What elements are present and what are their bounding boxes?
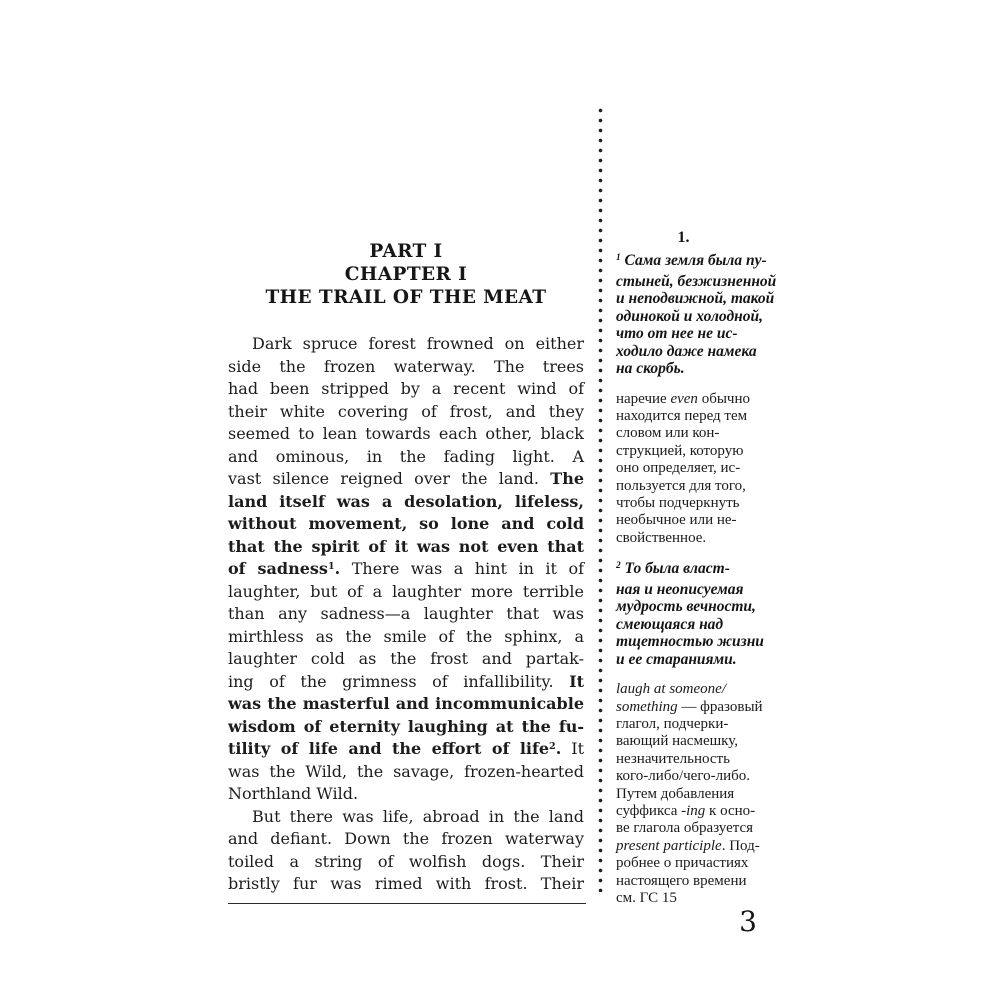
text-segment: ве глагола образуется: [616, 820, 754, 837]
annotation-line: [616, 681, 794, 698]
chapter-heading-line: THE TRAIL OF THE MEAT: [265, 287, 547, 308]
text-segment: present participle: [616, 837, 722, 854]
text-segment: незначительность: [616, 750, 730, 767]
text-line: [228, 558, 584, 581]
text-segment: that the spirit of it was not even that: [228, 536, 584, 556]
text-segment: необычное или не-: [616, 512, 737, 529]
text-segment: То была власт-: [620, 560, 730, 578]
text-segment: something: [616, 698, 678, 715]
text-line: [228, 761, 584, 784]
text-segment: струкцией, которую: [616, 442, 744, 459]
text-segment: пользуется для того,: [616, 477, 746, 494]
text-segment: .: [555, 739, 562, 758]
annotation-line: [616, 716, 794, 733]
text-segment: находится перед тем: [616, 407, 748, 424]
text-line: [228, 581, 584, 604]
text-segment: was the Wild, the savage, frozen-hearted: [228, 761, 584, 781]
text-segment: ная и неописуемая: [616, 580, 744, 598]
text-segment: на скорбь.: [616, 360, 685, 377]
text-segment: мудрость вечности,: [616, 598, 756, 616]
text-segment: land itself was a desolation, lifeless,: [228, 491, 584, 511]
text-segment: стыней, безжизненной: [616, 272, 777, 290]
text-segment: and ominous, in the fading light. A: [228, 446, 584, 466]
text-segment: of sadness: [228, 559, 328, 578]
annotation-line: [616, 598, 794, 616]
commentary-block: [616, 391, 794, 548]
text-line: [228, 536, 584, 559]
annotation-line: [616, 512, 794, 529]
text-segment: It: [569, 671, 584, 691]
text-segment: смеющаяся над: [616, 615, 724, 633]
translation-block: [616, 560, 794, 668]
footnote-marker: 1: [327, 560, 335, 572]
text-segment: ing of the grimness of infallibility.: [228, 671, 570, 691]
text-segment: was the masterful and incommunicable: [228, 694, 584, 713]
text-line: [228, 738, 584, 761]
annotation-line: [616, 252, 794, 273]
text-line: [228, 468, 584, 491]
commentary-block: [616, 681, 794, 907]
text-line: [228, 671, 584, 694]
annotation-line: [616, 633, 794, 651]
text-segment: But there was life, abroad in the land: [252, 806, 584, 826]
text-segment: тщетностью жизни: [616, 633, 764, 651]
text-line: [228, 513, 584, 536]
annotation-line: [616, 820, 794, 837]
chapter-heading-line: PART I: [369, 241, 443, 262]
text-line: [228, 828, 584, 851]
text-segment: Сама земля была пу-: [620, 252, 767, 269]
annotation-line: [616, 495, 794, 512]
text-segment: чтобы подчеркнуть: [616, 494, 740, 511]
text-segment: свойственное.: [616, 529, 707, 546]
text-segment: Путем добавления: [616, 785, 735, 802]
text-line: [228, 626, 584, 649]
text-segment: vast silence reigned over the land.: [228, 469, 551, 488]
text-line: [228, 716, 584, 739]
text-segment: tility of life and the effort of life: [228, 739, 550, 758]
text-line: [228, 491, 584, 514]
text-line: [228, 851, 584, 874]
annotation-line: [616, 786, 794, 803]
annotation-line: [616, 855, 794, 872]
dotted-column-divider: [598, 108, 603, 892]
annotations-column: [616, 228, 794, 920]
annotation-line: [616, 290, 794, 308]
text-segment: It: [561, 739, 585, 758]
text-segment: Northland Wild.: [228, 784, 359, 803]
annotation-line: [616, 343, 794, 361]
text-segment: seemed to lean towards each other, black: [228, 424, 584, 443]
footnote-marker: 2: [549, 740, 556, 752]
text-segment: .: [334, 559, 341, 578]
annotation-line: [616, 751, 794, 768]
text-segment: оно определяет, ис-: [616, 460, 741, 477]
text-segment: laugh at someone/: [616, 681, 726, 698]
text-line: [228, 783, 584, 806]
annotation-line: [616, 460, 794, 477]
text-segment: словом или кон-: [616, 425, 720, 442]
text-line: [228, 356, 584, 379]
footnote-marker: 1: [616, 252, 621, 263]
text-segment: и ее стараниями.: [616, 650, 737, 668]
text-segment: суффикса -: [616, 803, 687, 819]
annotation-line: [616, 308, 794, 326]
translation-block: [616, 252, 794, 378]
text-segment: wisdom of eternity laughing at the fu-: [228, 716, 584, 736]
chapter-heading-line: CHAPTER I: [344, 264, 468, 285]
annotation-line: [616, 838, 794, 855]
text-segment: side the frozen waterway. The trees: [228, 356, 584, 376]
annotation-line: [616, 768, 794, 785]
text-line: [228, 806, 584, 829]
text-segment: . Под-: [721, 837, 760, 854]
annotation-line: [616, 699, 794, 716]
text-segment: Dark spruce forest frowned on either: [252, 334, 584, 353]
left-column: [228, 240, 584, 896]
annotation-blocks: [616, 252, 794, 907]
annotation-line: [616, 616, 794, 634]
annotation-line: [616, 530, 794, 547]
text-line: [228, 446, 584, 469]
text-segment: without movement, so lone and cold: [228, 514, 584, 533]
chapter-heading: [228, 240, 584, 309]
text-line: [228, 378, 584, 401]
text-segment: вающий насмешку,: [616, 733, 738, 750]
annotation-line: [616, 873, 794, 890]
text-segment: mirthless as the smile of the sphinx, a: [228, 626, 584, 646]
text-segment: что от нее не ис-: [616, 325, 738, 342]
text-segment: ходило даже намека: [616, 342, 757, 360]
text-segment: настоящего времени: [616, 872, 747, 889]
text-segment: and defiant. Down the frozen waterway: [228, 829, 584, 848]
text-line: [228, 873, 584, 896]
text-segment: глагол, подчерки-: [616, 715, 729, 732]
text-line: [228, 423, 584, 446]
text-segment: even: [670, 390, 698, 407]
annotation-line: [616, 478, 794, 495]
text-segment: toiled a string of wolfish dogs. Their: [228, 851, 584, 871]
annotation-line: [616, 408, 794, 425]
annotation-line: [616, 651, 794, 669]
text-line: [228, 401, 584, 424]
text-segment: laughter, but of a laughter more terrible: [228, 581, 584, 601]
annotation-line: [616, 391, 794, 408]
text-segment: — фразовый: [677, 698, 763, 715]
annotation-line: [616, 325, 794, 343]
footnote-marker: 2: [616, 561, 621, 572]
text-segment: There was a hint in it of: [340, 559, 585, 578]
annotation-line: [616, 273, 794, 291]
text-segment: ing: [686, 803, 706, 819]
text-segment: The: [550, 469, 584, 488]
annotation-line: [616, 360, 794, 378]
text-segment: одинокой и холодной,: [616, 307, 763, 325]
page-number: 3: [739, 905, 757, 938]
body-text: [228, 333, 584, 896]
text-segment: кого-либо/чего-либо.: [616, 768, 750, 785]
annotation-line: [616, 425, 794, 442]
text-segment: had been stripped by a recent wind of: [228, 379, 584, 398]
section-number: 1.: [677, 229, 690, 246]
text-segment: и неподвижной, такой: [616, 290, 775, 307]
text-segment: см. ГС 15: [616, 890, 677, 907]
text-segment: к осно-: [705, 803, 756, 819]
text-line: [228, 648, 584, 671]
text-segment: робнее о причастиях: [616, 855, 749, 872]
annotation-line: [616, 443, 794, 460]
text-segment: than any sadness—a laughter that was: [228, 604, 584, 623]
text-segment: laughter cold as the frost and partak-: [228, 649, 584, 668]
annotation-line: [616, 581, 794, 599]
text-segment: bristly fur was rimed with frost. Their: [228, 874, 584, 893]
footnote-divider-line: [228, 903, 586, 904]
annotation-line: [616, 560, 794, 581]
annotation-line: [616, 733, 794, 750]
text-segment: наречие: [616, 390, 671, 407]
text-line: [228, 603, 584, 626]
annotation-line: [616, 803, 794, 820]
text-line: [228, 693, 584, 716]
text-segment: обычно: [697, 390, 750, 407]
text-line: [228, 333, 584, 356]
text-segment: their white covering of frost, and they: [228, 401, 584, 421]
